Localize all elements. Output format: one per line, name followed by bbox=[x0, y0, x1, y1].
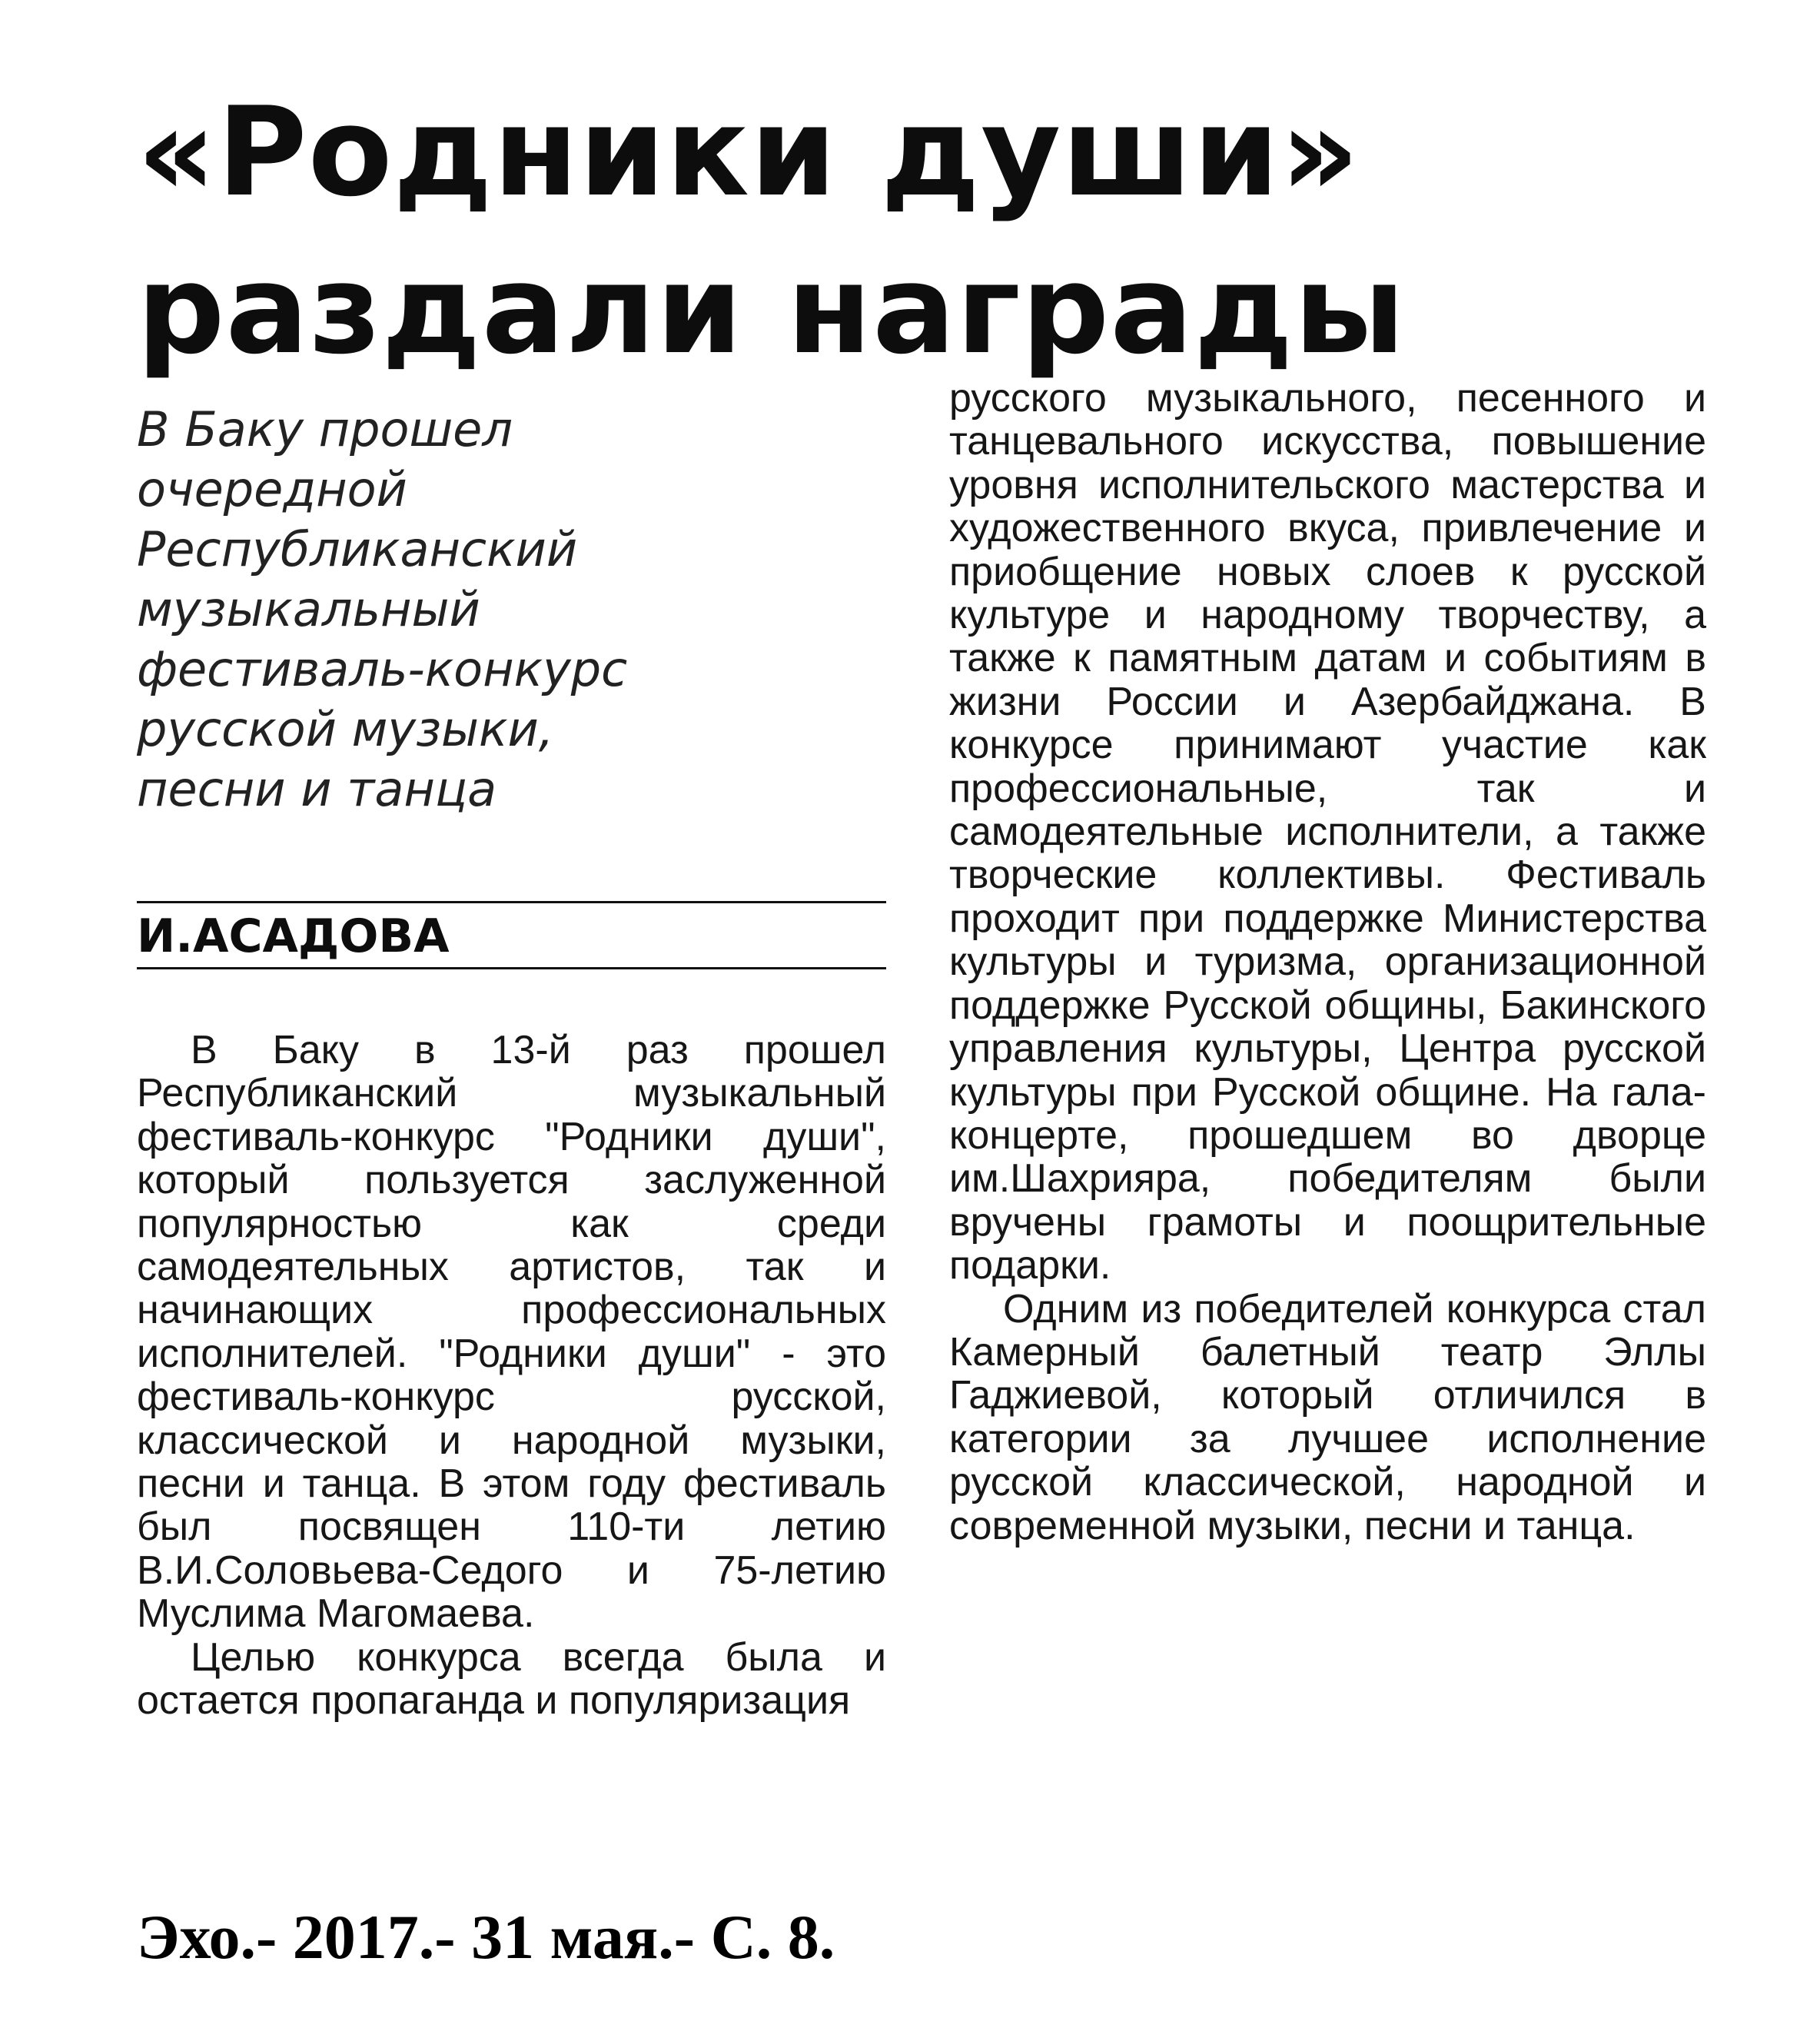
lead-line: очередной bbox=[137, 461, 407, 517]
headline-line-1: «Родники души» bbox=[137, 80, 1360, 224]
lead-line: В Баку прошел bbox=[137, 401, 513, 457]
lead-line: русской музыки, bbox=[137, 701, 554, 757]
lead-line: фестиваль-конкурс bbox=[137, 641, 628, 697]
body-column-left bbox=[137, 1029, 886, 1786]
author-rule-bottom bbox=[137, 967, 886, 969]
lead-subtitle bbox=[137, 400, 898, 820]
author-byline: И.АСАДОВА bbox=[137, 909, 450, 963]
body-column-right bbox=[949, 377, 1706, 1799]
body-paragraph: Одним из победителей конкурса стал Камерный балетный театр Эллы Гаджиевой, который отличился в категории за лучшее исполнение русской классической, народной и современной музыки, песни и танца. bbox=[949, 1286, 1706, 1548]
headline-line-2: раздали награды bbox=[137, 238, 1407, 381]
lead-line: музыкальный bbox=[137, 581, 480, 637]
lead-line: песни и танца bbox=[137, 761, 497, 817]
source-citation: Эхо.- 2017.- 31 мая.- С. 8. bbox=[137, 1902, 835, 1972]
body-paragraph: В Баку в 13-й раз прошел Республиканский музыкальный фестиваль-конкурс "Родники души", который пользуется заслуженной популярностью как среди самодеятельных артистов, так и начинающих профессиональных исполнителей. "Родники души" - это фестиваль-конкурс русской, классической и народной музыки, песни и танца. В этом году фестиваль был посвящен 110-ти летию В.И.Соловьева-Седого и 75-летию Муслима Магомаева. bbox=[137, 1028, 886, 1637]
headline bbox=[137, 73, 1459, 388]
body-paragraph: Целью конкурса всегда была и остается пропаганда и популяризация bbox=[137, 1634, 886, 1724]
lead-line: Республиканский bbox=[137, 521, 578, 577]
body-paragraph-continued: русского музыкального, песенного и танцевального искусства, повышение уровня исполнительского мастерства и художественного вкуса, привлечение и приобщение новых слоев к русской культуре и народному творчеству, а также к памятным датам и событиям в жизни России и Азербайджана. В конкурсе принимают участие как профессиональные, так и самодеятельные исполнители, а также творческие коллективы. Фестиваль проходит при поддержке Министерства культуры и туризма, организационной поддержке Русской общины, Бакинского управления культуры, Центра русской культуры при Русской общине. На гала-концерте, прошедшем во дворце им.Шахрияра, победителям были вручены грамоты и поощрительные подарки. bbox=[949, 376, 1706, 1288]
author-rule-top bbox=[137, 901, 886, 903]
